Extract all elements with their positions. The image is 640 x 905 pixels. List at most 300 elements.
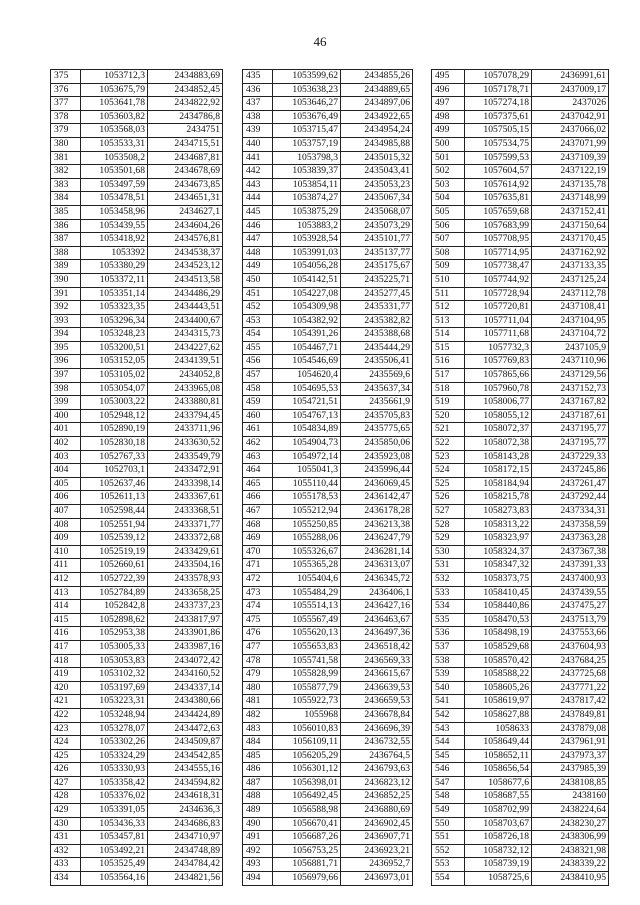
table-row [243,328,413,342]
table-row [51,409,223,423]
y-coordinate-cell: 2434686,83 [148,817,223,831]
point-number-cell: 498 [432,110,465,124]
table-row [432,178,609,192]
table-row [243,165,413,179]
table-row [51,260,223,274]
point-number-cell: 421 [51,695,81,709]
point-number-cell: 502 [432,165,465,179]
table-row [243,654,413,668]
x-coordinate-cell: 1052784,89 [81,586,148,600]
y-coordinate-cell: 2433549,79 [148,450,223,464]
x-coordinate-cell: 1057635,81 [465,192,532,206]
point-number-cell: 534 [432,600,465,614]
y-coordinate-cell: 2435068,07 [341,205,413,219]
table-row [432,545,609,559]
y-coordinate-cell: 2435775,65 [341,423,413,437]
y-coordinate-cell: 2433372,68 [148,532,223,546]
y-coordinate-cell: 2436639,53 [341,681,413,695]
table-row [432,695,609,709]
y-coordinate-cell: 2437817,42 [532,695,609,709]
y-coordinate-cell: 2436313,07 [341,559,413,573]
point-number-cell: 376 [51,83,81,97]
y-coordinate-cell: 2435067,34 [341,192,413,206]
x-coordinate-cell: 1053197,69 [81,681,148,695]
table-row [51,450,223,464]
table-row [432,382,609,396]
x-coordinate-cell: 1058588,22 [465,668,532,682]
y-coordinate-cell: 2435996,44 [341,464,413,478]
point-number-cell: 453 [243,314,273,328]
point-number-cell: 410 [51,545,81,559]
table-row [243,219,413,233]
point-number-cell: 456 [243,355,273,369]
y-coordinate-cell: 2434594,82 [148,776,223,790]
point-number-cell: 489 [243,804,273,818]
x-coordinate-cell: 1057769,83 [465,355,532,369]
x-coordinate-cell: 1053105,02 [81,369,148,383]
x-coordinate-cell: 1057178,71 [465,83,532,97]
table-row [243,559,413,573]
y-coordinate-cell: 2437148,99 [532,192,609,206]
y-coordinate-cell: 2437363,28 [532,532,609,546]
x-coordinate-cell: 1053351,14 [81,287,148,301]
y-coordinate-cell: 2436178,28 [341,505,413,519]
point-number-cell: 544 [432,736,465,750]
y-coordinate-cell: 2433367,61 [148,491,223,505]
y-coordinate-cell: 2434786,8 [148,110,223,124]
point-number-cell: 464 [243,464,273,478]
y-coordinate-cell: 2437367,38 [532,545,609,559]
table-row [51,382,223,396]
y-coordinate-cell: 2434687,81 [148,151,223,165]
x-coordinate-cell: 1056301,12 [273,763,341,777]
table-row [243,273,413,287]
point-number-cell: 429 [51,804,81,818]
y-coordinate-cell: 2434523,12 [148,260,223,274]
table-row [51,505,223,519]
x-coordinate-cell: 1054721,51 [273,396,341,410]
y-coordinate-cell: 2434715,51 [148,137,223,151]
point-number-cell: 382 [51,165,81,179]
point-number-cell: 523 [432,450,465,464]
table-row [51,314,223,328]
y-coordinate-cell: 2434985,88 [341,137,413,151]
x-coordinate-cell: 1057375,61 [465,110,532,124]
point-number-cell: 409 [51,532,81,546]
point-number-cell: 442 [243,165,273,179]
point-number-cell: 435 [243,70,273,84]
y-coordinate-cell: 2437009,17 [532,83,609,97]
x-coordinate-cell: 1053533,31 [81,137,148,151]
y-coordinate-cell: 2436406,1 [341,586,413,600]
x-coordinate-cell: 1052953,38 [81,627,148,641]
point-number-cell: 507 [432,233,465,247]
x-coordinate-cell: 1058627,88 [465,708,532,722]
y-coordinate-cell: 2436973,01 [341,872,413,886]
point-number-cell: 428 [51,790,81,804]
point-number-cell: 424 [51,736,81,750]
table-row [432,518,609,532]
table-row [51,872,223,886]
x-coordinate-cell: 1053839,37 [273,165,341,179]
x-coordinate-cell: 1057614,92 [465,178,532,192]
table-row [243,763,413,777]
x-coordinate-cell: 1054391,26 [273,328,341,342]
x-coordinate-cell: 1057599,53 [465,151,532,165]
x-coordinate-cell: 1053712,3 [81,70,148,84]
point-number-cell: 393 [51,314,81,328]
table-row [51,804,223,818]
table-row [51,572,223,586]
x-coordinate-cell: 1054972,14 [273,450,341,464]
y-coordinate-cell: 2437553,66 [532,627,609,641]
x-coordinate-cell: 1052842,8 [81,600,148,614]
y-coordinate-cell: 2433504,16 [148,559,223,573]
point-number-cell: 477 [243,640,273,654]
point-number-cell: 454 [243,328,273,342]
x-coordinate-cell: 1055110,44 [273,477,341,491]
point-number-cell: 440 [243,137,273,151]
x-coordinate-cell: 1055968 [273,708,341,722]
y-coordinate-cell: 2437195,77 [532,423,609,437]
table-row [432,314,609,328]
x-coordinate-cell: 1053296,34 [81,314,148,328]
x-coordinate-cell: 1055567,49 [273,613,341,627]
x-coordinate-cell: 1057659,68 [465,205,532,219]
y-coordinate-cell: 2437042,91 [532,110,609,124]
point-number-cell: 513 [432,314,465,328]
x-coordinate-cell: 1053418,92 [81,233,148,247]
x-coordinate-cell: 1057738,47 [465,260,532,274]
table-row [432,192,609,206]
point-number-cell: 423 [51,722,81,736]
x-coordinate-cell: 1053439,55 [81,219,148,233]
point-number-cell: 521 [432,423,465,437]
x-coordinate-cell: 1053854,11 [273,178,341,192]
x-coordinate-cell: 1052611,13 [81,491,148,505]
table-row [432,776,609,790]
y-coordinate-cell: 2433398,14 [148,477,223,491]
point-number-cell: 450 [243,273,273,287]
point-number-cell: 403 [51,450,81,464]
table-row [432,491,609,505]
x-coordinate-cell: 1053676,49 [273,110,341,124]
table-row [243,858,413,872]
y-coordinate-cell: 2436732,55 [341,736,413,750]
point-number-cell: 375 [51,70,81,84]
y-coordinate-cell: 2436823,12 [341,776,413,790]
point-number-cell: 377 [51,97,81,111]
table-row [432,763,609,777]
y-coordinate-cell: 2435053,23 [341,178,413,192]
y-coordinate-cell: 2436852,25 [341,790,413,804]
table-row [432,273,609,287]
point-number-cell: 401 [51,423,81,437]
point-number-cell: 480 [243,681,273,695]
table-row [243,681,413,695]
y-coordinate-cell: 2435331,77 [341,301,413,315]
x-coordinate-cell: 1053392 [81,246,148,260]
y-coordinate-cell: 2437879,08 [532,722,609,736]
x-coordinate-cell: 1054227,08 [273,287,341,301]
point-number-cell: 425 [51,749,81,763]
point-number-cell: 467 [243,505,273,519]
point-number-cell: 460 [243,409,273,423]
x-coordinate-cell: 1053646,27 [273,97,341,111]
y-coordinate-cell: 2436902,45 [341,817,413,831]
x-coordinate-cell: 1053603,82 [81,110,148,124]
table-row [51,178,223,192]
y-coordinate-cell: 2433371,77 [148,518,223,532]
x-coordinate-cell: 1053564,16 [81,872,148,886]
point-number-cell: 494 [243,872,273,886]
y-coordinate-cell: 2436880,69 [341,804,413,818]
point-number-cell: 470 [243,545,273,559]
point-number-cell: 412 [51,572,81,586]
point-number-cell: 461 [243,423,273,437]
x-coordinate-cell: 1058072,37 [465,423,532,437]
x-coordinate-cell: 1058323,97 [465,532,532,546]
x-coordinate-cell: 1056109,11 [273,736,341,750]
x-coordinate-cell: 1053436,33 [81,817,148,831]
x-coordinate-cell: 1058633 [465,722,532,736]
y-coordinate-cell: 2433472,91 [148,464,223,478]
point-number-cell: 433 [51,858,81,872]
x-coordinate-cell: 1058703,67 [465,817,532,831]
x-coordinate-cell: 1055288,06 [273,532,341,546]
table-row [51,369,223,383]
y-coordinate-cell: 2437391,33 [532,559,609,573]
table-row [51,668,223,682]
y-coordinate-cell: 2436696,39 [341,722,413,736]
x-coordinate-cell: 1054142,51 [273,273,341,287]
table-row [243,749,413,763]
x-coordinate-cell: 1053200,51 [81,341,148,355]
x-coordinate-cell: 1055250,85 [273,518,341,532]
y-coordinate-cell: 2435015,32 [341,151,413,165]
table-row [243,817,413,831]
point-number-cell: 446 [243,219,273,233]
y-coordinate-cell: 2437152,73 [532,382,609,396]
y-coordinate-cell: 2434486,29 [148,287,223,301]
point-number-cell: 545 [432,749,465,763]
y-coordinate-cell: 2437261,47 [532,477,609,491]
table-row [51,763,223,777]
point-number-cell: 499 [432,124,465,138]
y-coordinate-cell: 2435506,41 [341,355,413,369]
x-coordinate-cell: 1055514,13 [273,600,341,614]
table-row [51,586,223,600]
x-coordinate-cell: 1052722,39 [81,572,148,586]
x-coordinate-cell: 1057865,66 [465,369,532,383]
y-coordinate-cell: 2438339,22 [532,858,609,872]
x-coordinate-cell: 1055326,67 [273,545,341,559]
point-number-cell: 400 [51,409,81,423]
table-row [243,776,413,790]
point-number-cell: 537 [432,640,465,654]
point-number-cell: 515 [432,341,465,355]
y-coordinate-cell: 2438306,99 [532,831,609,845]
table-row [243,124,413,138]
table-row [51,627,223,641]
point-number-cell: 546 [432,763,465,777]
point-number-cell: 522 [432,437,465,451]
table-row [432,627,609,641]
x-coordinate-cell: 1053391,05 [81,804,148,818]
point-number-cell: 491 [243,831,273,845]
table-row [51,654,223,668]
table-row [432,369,609,383]
y-coordinate-cell: 2437110,96 [532,355,609,369]
table-row [51,70,223,84]
x-coordinate-cell: 1058172,15 [465,464,532,478]
x-coordinate-cell: 1058143,28 [465,450,532,464]
point-number-cell: 551 [432,831,465,845]
point-number-cell: 418 [51,654,81,668]
y-coordinate-cell: 2437684,25 [532,654,609,668]
x-coordinate-cell: 1054695,53 [273,382,341,396]
y-coordinate-cell: 2433711,96 [148,423,223,437]
x-coordinate-cell: 1053152,05 [81,355,148,369]
table-row [243,396,413,410]
point-number-cell: 426 [51,763,81,777]
point-number-cell: 406 [51,491,81,505]
y-coordinate-cell: 2437245,86 [532,464,609,478]
x-coordinate-cell: 1056881,71 [273,858,341,872]
x-coordinate-cell: 1055828,99 [273,668,341,682]
table-row [432,165,609,179]
y-coordinate-cell: 2434822,92 [148,97,223,111]
point-number-cell: 488 [243,790,273,804]
point-number-cell: 422 [51,708,81,722]
x-coordinate-cell: 1055877,79 [273,681,341,695]
table-row [51,749,223,763]
table-row [243,83,413,97]
x-coordinate-cell: 1057505,15 [465,124,532,138]
table-row [51,151,223,165]
point-number-cell: 427 [51,776,81,790]
point-number-cell: 479 [243,668,273,682]
point-number-cell: 411 [51,559,81,573]
y-coordinate-cell: 2434472,63 [148,722,223,736]
x-coordinate-cell: 1053003,22 [81,396,148,410]
point-number-cell: 508 [432,246,465,260]
point-number-cell: 447 [243,233,273,247]
table-row [243,872,413,886]
table-row [432,205,609,219]
point-number-cell: 443 [243,178,273,192]
y-coordinate-cell: 2433658,25 [148,586,223,600]
x-coordinate-cell: 1056205,29 [273,749,341,763]
x-coordinate-cell: 1058619,97 [465,695,532,709]
y-coordinate-cell: 2437400,93 [532,572,609,586]
y-coordinate-cell: 2434400,67 [148,314,223,328]
point-number-cell: 500 [432,137,465,151]
table-row [432,844,609,858]
y-coordinate-cell: 2433987,16 [148,640,223,654]
table-row [51,681,223,695]
y-coordinate-cell: 2435923,08 [341,450,413,464]
point-number-cell: 474 [243,600,273,614]
point-number-cell: 532 [432,572,465,586]
point-number-cell: 490 [243,817,273,831]
table-row [243,844,413,858]
y-coordinate-cell: 2435137,77 [341,246,413,260]
y-coordinate-cell: 2435850,06 [341,437,413,451]
x-coordinate-cell: 1058726,18 [465,831,532,845]
table-row [243,722,413,736]
point-number-cell: 493 [243,858,273,872]
table-row [243,355,413,369]
point-number-cell: 538 [432,654,465,668]
y-coordinate-cell: 2436281,14 [341,545,413,559]
y-coordinate-cell: 2437135,78 [532,178,609,192]
point-number-cell: 503 [432,178,465,192]
point-number-cell: 527 [432,505,465,519]
table-row [432,246,609,260]
table-row [51,423,223,437]
point-number-cell: 483 [243,722,273,736]
table-row [432,409,609,423]
x-coordinate-cell: 1054056,28 [273,260,341,274]
table-row [51,518,223,532]
point-number-cell: 473 [243,586,273,600]
x-coordinate-cell: 1057711,68 [465,328,532,342]
table-row [243,532,413,546]
x-coordinate-cell: 1055365,28 [273,559,341,573]
y-coordinate-cell: 2433965,08 [148,382,223,396]
table-row [51,640,223,654]
table-row [51,396,223,410]
point-number-cell: 387 [51,233,81,247]
table-row [243,246,413,260]
y-coordinate-cell: 2437334,31 [532,505,609,519]
point-number-cell: 419 [51,668,81,682]
coordinates-table-3 [431,69,609,886]
y-coordinate-cell: 2434052,8 [148,369,223,383]
x-coordinate-cell: 1053478,51 [81,192,148,206]
x-coordinate-cell: 1056398,01 [273,776,341,790]
y-coordinate-cell: 2436659,53 [341,695,413,709]
point-number-cell: 548 [432,790,465,804]
point-number-cell: 420 [51,681,81,695]
point-number-cell: 402 [51,437,81,451]
y-coordinate-cell: 2434315,73 [148,328,223,342]
x-coordinate-cell: 1058373,75 [465,572,532,586]
table-row [432,233,609,247]
y-coordinate-cell: 2435073,29 [341,219,413,233]
x-coordinate-cell: 1058570,42 [465,654,532,668]
point-number-cell: 517 [432,369,465,383]
y-coordinate-cell: 2437195,77 [532,437,609,451]
point-number-cell: 389 [51,260,81,274]
point-number-cell: 469 [243,532,273,546]
x-coordinate-cell: 1053372,11 [81,273,148,287]
x-coordinate-cell: 1054767,13 [273,409,341,423]
table-row [432,477,609,491]
point-number-cell: 417 [51,640,81,654]
x-coordinate-cell: 1053991,03 [273,246,341,260]
y-coordinate-cell: 2433901,86 [148,627,223,641]
point-number-cell: 535 [432,613,465,627]
x-coordinate-cell: 1053568,03 [81,124,148,138]
point-number-cell: 531 [432,559,465,573]
table-row [51,437,223,451]
table-row [432,328,609,342]
x-coordinate-cell: 1058605,26 [465,681,532,695]
x-coordinate-cell: 1054309,98 [273,301,341,315]
y-coordinate-cell: 2436069,45 [341,477,413,491]
